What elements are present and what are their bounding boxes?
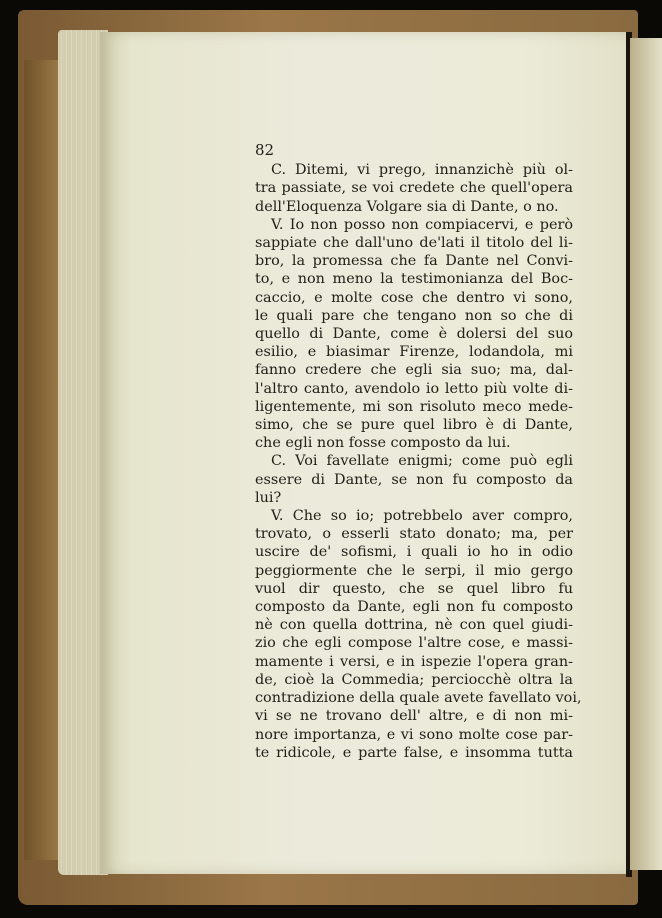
text-lines <box>255 161 582 762</box>
text-line: che egli non fosse composto da lui. <box>255 435 511 452</box>
text-line: C. Voi favellate enigmi; come può egli <box>271 453 573 470</box>
text-line: nè con quella dottrina, nè con quel giudi- <box>255 617 573 634</box>
text-line: peggiormente che le serpi, il mio gergo <box>255 562 573 579</box>
text-line: to, e non meno la testimonianza del Boc- <box>255 271 573 288</box>
text-line: zio che egli compose l'altre cose, e massi- <box>255 635 573 652</box>
text-line: trovato, o esserli stato donato; ma, per <box>255 526 573 543</box>
text-line: tra passiate, se voi credete che quell'opera <box>255 180 573 197</box>
text-line: contradizione della quale avete favellato voi, <box>255 690 582 707</box>
text-line: nore importanza, e vi sono molte cose par- <box>255 726 573 743</box>
text-line: mamente i versi, e in ispezie l'opera gran- <box>255 653 573 670</box>
text-line: caccio, e molte cose che dentro vi sono, <box>255 289 573 306</box>
text-line: C. Ditemi, vi prego, innanzichè più ol- <box>271 162 573 179</box>
page-number: 82 <box>255 141 275 159</box>
text-line: V. Che so io; potrebbelo aver compro, <box>271 508 573 525</box>
text-line: simo, che se pure quel libro è di Dante, <box>255 417 573 434</box>
text-line: te ridicole, e parte false, e insomma tutta <box>255 744 573 761</box>
text-line: vi se ne trovano dell' altre, e di non mi- <box>255 708 573 725</box>
text-line: fanno credere che egli sia suo; ma, dal- <box>255 362 573 379</box>
text-line: esilio, e biasimar Firenze, lodandola, mi <box>255 344 573 361</box>
text-line: sappiate che dall'uno de'lati il titolo del li- <box>255 235 573 252</box>
text-line: vuol dir questo, che se quel libro fu <box>255 580 573 597</box>
page-text <box>255 141 582 762</box>
text-line: uscire de' sofismi, i quali io ho in odio <box>255 544 573 561</box>
text-line: quello di Dante, come è dolersi del suo <box>255 326 573 343</box>
text-line: bro, la promessa che fa Dante nel Convi- <box>255 253 573 270</box>
text-line: l'altro canto, avendolo io letto più volte di- <box>255 380 573 397</box>
text-line: dell'Eloquenza Volgare sia di Dante, o no. <box>255 198 559 215</box>
text-line: composto da Dante, egli non fu composto <box>255 599 573 616</box>
text-line: essere di Dante, se non fu composto da <box>255 471 573 488</box>
text-line: ligentemente, mi son risoluto meco mede- <box>255 398 573 415</box>
text-line: V. Io non posso non compiacervi, e però <box>271 216 573 233</box>
facing-page-edge <box>630 38 662 870</box>
text-line: le quali pare che tengano non so che di <box>255 307 573 324</box>
text-line: de, cioè la Commedia; perciocchè oltra la <box>255 671 573 688</box>
text-line: lui? <box>255 489 282 506</box>
